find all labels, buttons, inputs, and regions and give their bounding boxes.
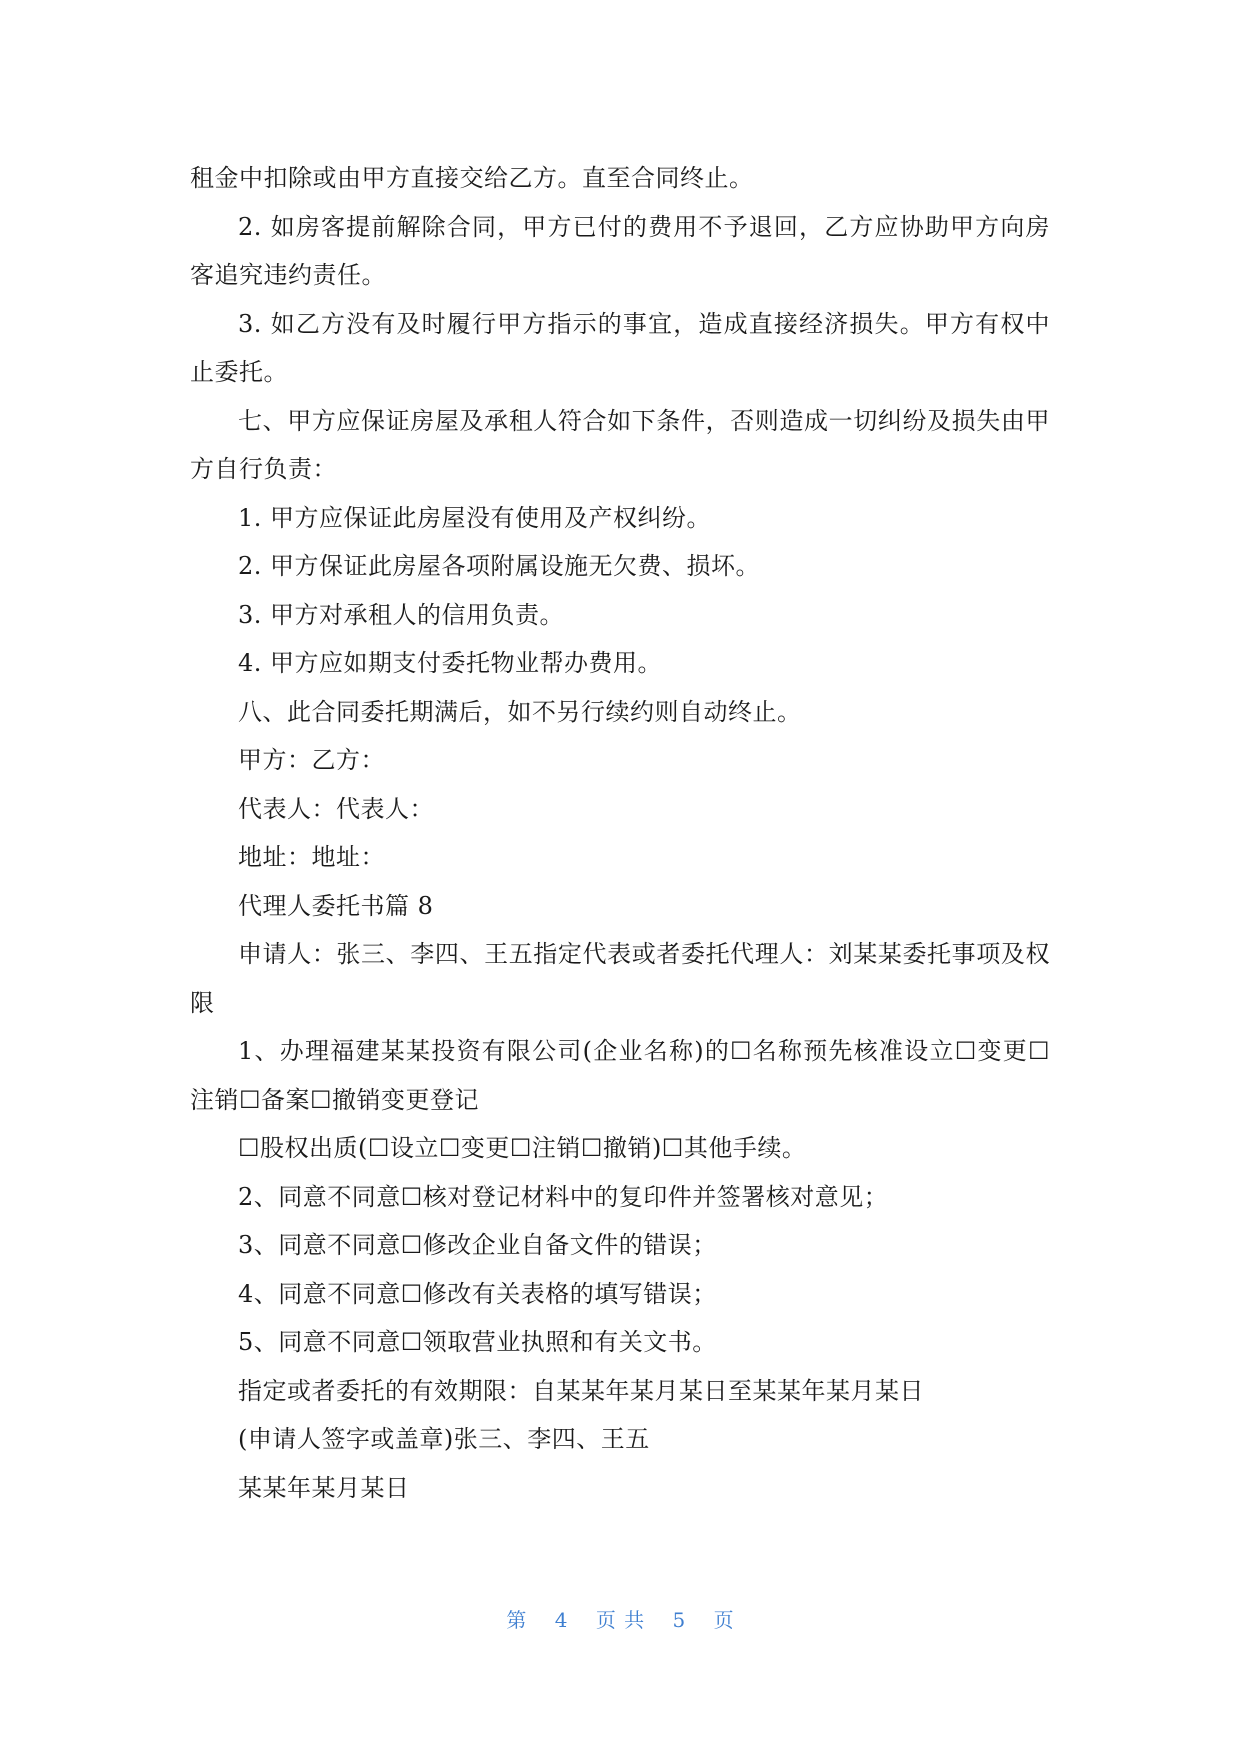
list-item: 2、同意不同意☐核对登记材料中的复印件并签署核对意见；	[238, 1182, 889, 1211]
document-title: 代理人委托书篇 8	[238, 891, 434, 920]
paragraph: 申请人：张三、李四、王五指定代表或者委托代理人：刘某某委托事项及权限	[190, 940, 1050, 1017]
validity-period: 指定或者委托的有效期限：自某某年某月某日至某某年某月某日	[238, 1376, 924, 1405]
list-item: 3、同意不同意☐修改企业自备文件的错误；	[238, 1231, 717, 1259]
list-item: 3. 甲方对承租人的信用负责。	[238, 600, 565, 629]
section-heading: 八、此合同委托期满后，如不另行续约则自动终止。	[238, 697, 802, 726]
document-body	[190, 154, 1050, 1512]
section-heading: 七、甲方应保证房屋及承租人符合如下条件，否则造成一切纠纷及损失由甲方自行负责：	[190, 406, 1050, 483]
current-page-number: 4	[554, 1608, 569, 1632]
list-item: ☐股权出质(☐设立☐变更☐注销☐撤销)☐其他手续。	[238, 1134, 807, 1162]
list-item: 1. 甲方应保证此房屋没有使用及产权纠纷。	[238, 503, 712, 532]
signature-representative-line: 代表人：代表人：	[238, 794, 434, 823]
signature-address-line: 地址：地址：	[238, 843, 385, 871]
list-item: 1、办理福建某某投资有限公司(企业名称)的☐名称预先核准设立☐变更☐注销☐备案☐撤销变更登记	[190, 1037, 1050, 1114]
paragraph: 2. 如房客提前解除合同，甲方已付的费用不予退回，乙方应协助甲方向房客追究违约责任。	[190, 212, 1050, 289]
list-item: 4. 甲方应如期支付委托物业帮办费用。	[238, 649, 663, 677]
footer-prefix: 第	[506, 1608, 528, 1632]
list-item: 4、同意不同意☐修改有关表格的填写错误；	[238, 1279, 717, 1308]
page-footer	[0, 1604, 1241, 1633]
list-item: 5、同意不同意☐领取营业执照和有关文书。	[238, 1328, 717, 1356]
footer-suffix: 页	[713, 1608, 735, 1632]
applicant-signature: (申请人签字或盖章)张三、李四、王五	[238, 1425, 650, 1453]
list-item: 2. 甲方保证此房屋各项附属设施无欠费、损坏。	[238, 552, 761, 580]
total-pages-number: 5	[672, 1608, 687, 1632]
paragraph: 租金中扣除或由甲方直接交给乙方。直至合同终止。	[190, 164, 754, 192]
date-line: 某某年某月某日	[238, 1473, 410, 1502]
paragraph: 3. 如乙方没有及时履行甲方指示的事宜，造成直接经济损失。甲方有权中止委托。	[190, 309, 1050, 386]
signature-party-line: 甲方：乙方：	[238, 746, 385, 774]
footer-middle: 页 共	[595, 1608, 646, 1632]
